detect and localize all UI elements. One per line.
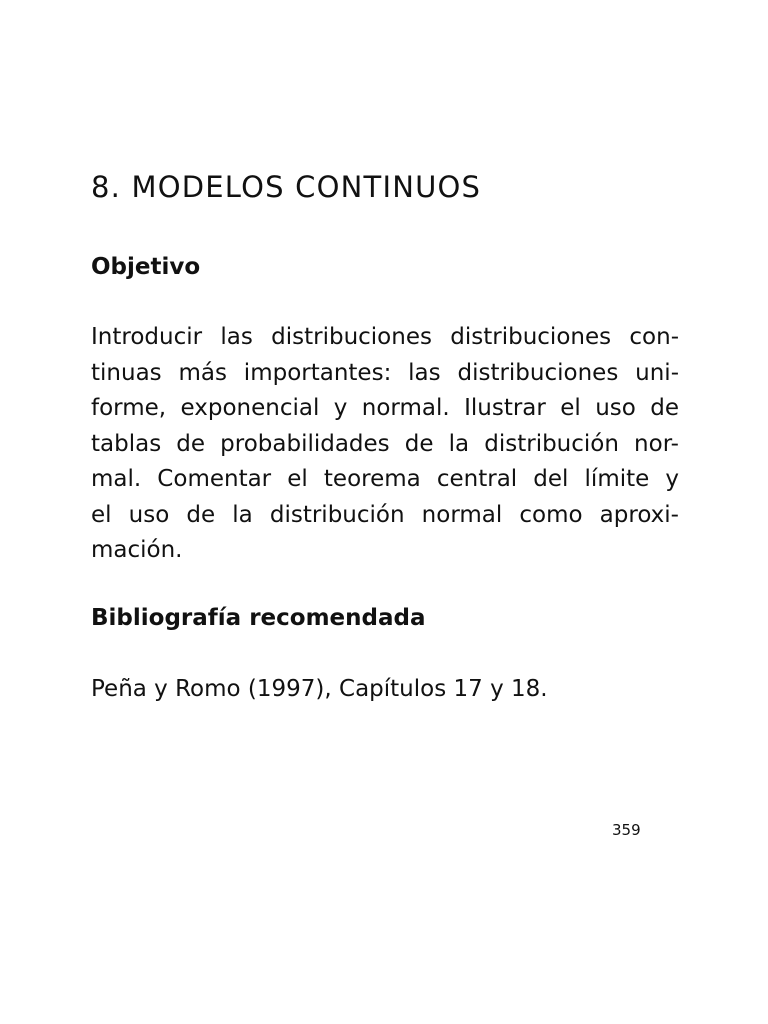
paragraph-line: tinuas más importantes: las distribuciones uni-: [91, 359, 679, 386]
page-number: 359: [612, 821, 641, 839]
paragraph-line: Introducir las distribuciones distribuciones con-: [91, 324, 679, 350]
paragraph-line: el uso de la distribución normal como aproxi-: [91, 501, 679, 528]
paragraph-line: forme, exponencial y normal. Ilustrar el uso de: [91, 395, 679, 421]
bibliography-reference: Peña y Romo (1997), Capítulos 17 y 18.: [91, 676, 548, 702]
objective-paragraph: [91, 320, 679, 569]
objective-heading: Objetivo: [91, 254, 201, 280]
chapter-title: 8. MODELOS CONTINUOS: [91, 170, 482, 204]
paragraph-line: mación.: [91, 537, 183, 563]
paragraph-line: mal. Comentar el teorema central del límite y: [91, 466, 679, 492]
bibliography-heading: Bibliografía recomendada: [91, 605, 426, 631]
paragraph-line: tablas de probabilidades de la distribución nor-: [91, 430, 679, 457]
